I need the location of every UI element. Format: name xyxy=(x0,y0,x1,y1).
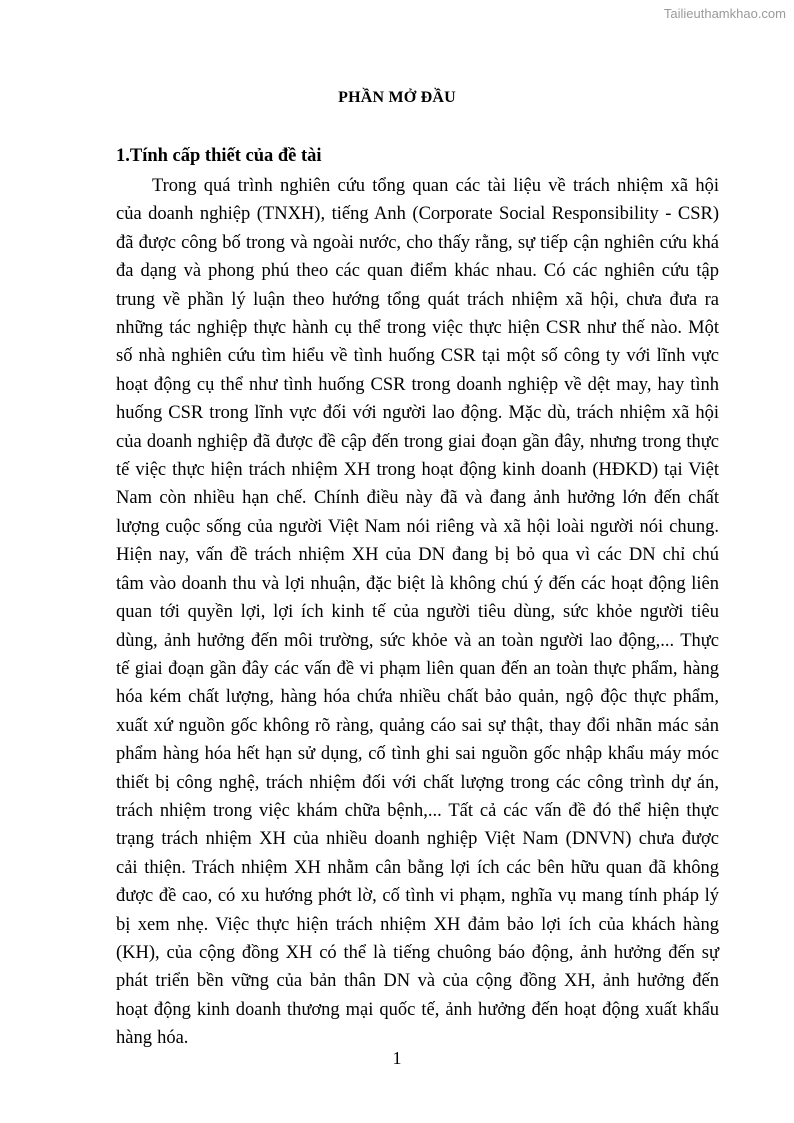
page-title: PHẦN MỞ ĐẦU xyxy=(338,89,456,106)
body-paragraph: Trong quá trình nghiên cứu tổng quan các tài liệu về trách nhiệm xã hội của doanh nghiệp (TNXH), tiếng Anh (Corporate Social Responsibility - CSR) đã được công bố trong và ngoài nước, cho thấy rằng, sự tiếp cận nghiên cứu khá đa dạng và phong phú theo các quan điểm khác nhau. Có các nghiên cứu tập trung về phần lý luận theo hướng tổng quát trách nhiệm xã hội, chưa đưa ra những tác nghiệp thực hành cụ thể trong việc thực hiện CSR như thế nào. Một số nhà nghiên cứu tìm hiểu về tình huống CSR tại một số công ty với lĩnh vực hoạt động cụ thể như tình huống CSR trong doanh nghiệp về dệt may, hay tình huống CSR trong lĩnh vực đối với người lao động. Mặc dù, trách nhiệm xã hội của doanh nghiệp đã được đề cập đến trong giai đoạn gần đây, nhưng trong thực tế việc thực hiện trách nhiệm XH trong hoạt động kinh doanh (HĐKD) tại Việt Nam còn nhiều hạn chế. Chính điều này đã và đang ảnh hưởng lớn đến chất lượng cuộc sống của người Việt Nam nói riêng và xã hội loài người nói chung. Hiện nay, vấn đề trách nhiệm XH của DN đang bị bỏ qua vì các DN chỉ chú tâm vào doanh thu và lợi nhuận, đặc biệt là không chú ý đến các hoạt động liên quan tới quyền lợi, lợi ích kinh tế của người tiêu dùng, sức khỏe người tiêu dùng, ảnh hưởng đến môi trường, sức khỏe và an toàn người lao động,... Thực tế giai đoạn gần đây các vấn đề vi phạm liên quan đến an toàn thực phẩm, hàng hóa kém chất lượng, hàng hóa chứa nhiều chất bảo quản, ngộ độc thực phẩm, xuất xứ nguồn gốc không rõ ràng, quảng cáo sai sự thật, thay đổi nhãn mác sản phẩm hàng hóa hết hạn sử dụng, cố tình ghi sai nguồn gốc nhập khẩu máy móc thiết bị công nghệ, trách nhiệm đối với chất lượng trong các công trình dự án, trách nhiệm trong việc khám chữa bệnh,... Tất cả các vấn đề đó thể hiện thực trạng trách nhiệm XH của nhiều doanh nghiệp Việt Nam (DNVN) chưa được cải thiện. Trách nhiệm XH nhằm cân bằng lợi ích các bên hữu quan đã không được đề cao, có xu hướng phớt lờ, cố tình vi phạm, nghĩa vụ mang tính pháp lý bị xem nhẹ. Việc thực hiện trách nhiệm XH đảm bảo lợi ích của khách hàng (KH), của cộng đồng XH có thể là tiếng chuông báo động, ảnh hưởng đến sự phát triển bền vững của bản thân DN và của cộng đồng XH, ảnh hưởng đến hoạt động kinh doanh thương mại quốc tế, ảnh hưởng đến hoạt động xuất khẩu hàng hóa. xyxy=(116,176,719,1049)
page-number: 1 xyxy=(392,1048,402,1068)
watermark: Tailieuthamkhao.com xyxy=(663,6,786,21)
section-heading: 1.Tính cấp thiết của đề tài xyxy=(116,146,322,166)
